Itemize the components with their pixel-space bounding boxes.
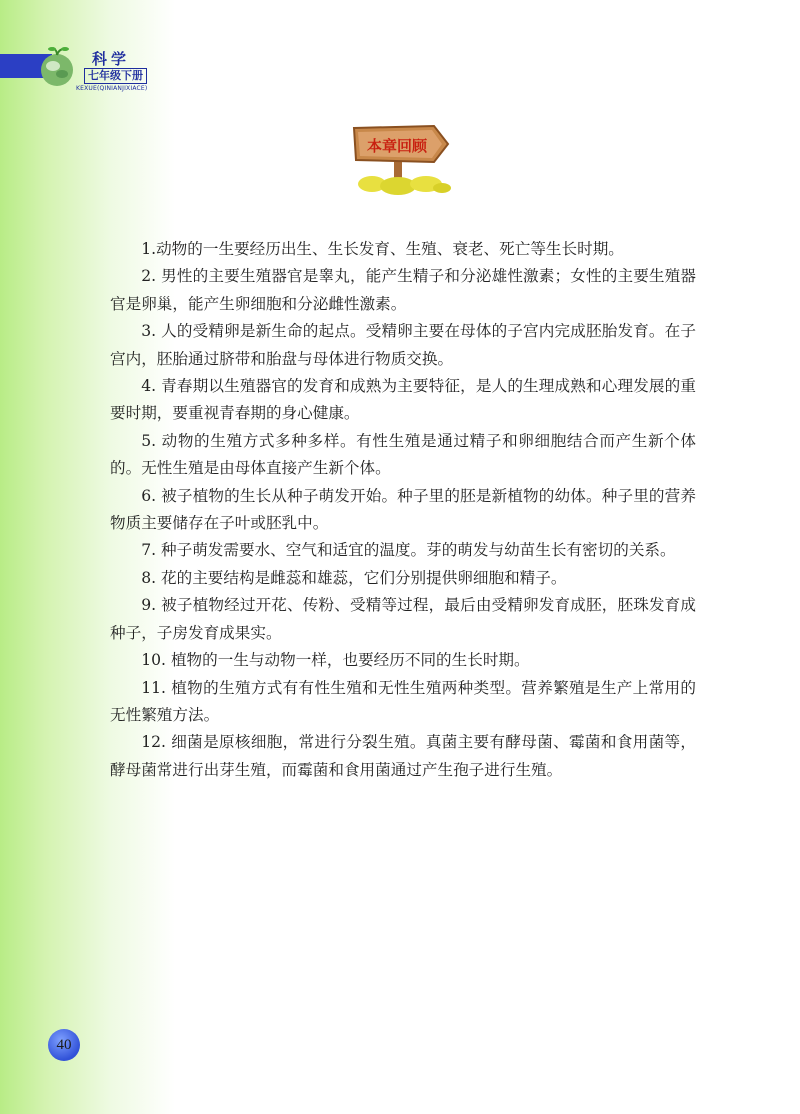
review-item-5: 5. 动物的生殖方式多种多样。有性生殖是通过精子和卵细胞结合而产生新个体的。无性生殖是由母体直接产生新个体。 [110,431,696,478]
header-subject: 科学 [92,50,131,68]
review-item-11: 11. 植物的生殖方式有有性生殖和无性生殖两种类型。营养繁殖是生产上常用的无性繁殖方法。 [110,678,696,724]
header-grade: 七年级下册 [84,68,147,84]
section-sign [350,118,454,198]
header-pinyin: KEXUE(QINIANJIXIACE) [76,85,148,92]
review-item-6: 6. 被子植物的生长从种子萌发开始。种子里的胚是新植物的幼体。种子里的营养物质主要储存在子叶或胚乳中。 [110,486,696,533]
review-item-4: 4. 青春期以生殖器官的发育和成熟为主要特征，是人的生理成熟和心理发展的重要时期，要重视青春期的身心健康。 [110,377,696,423]
globe-sprout-icon [36,46,78,88]
review-item-8: 8. 花的主要结构是雌蕊和雄蕊，它们分别提供卵细胞和精子。 [141,568,567,587]
page-number: 40 [48,1029,80,1061]
review-item-2: 2. 男性的主要生殖器官是睾丸，能产生精子和分泌雄性激素；女性的主要生殖器官是卵巢，能产生卵细胞和分泌雌性激素。 [110,267,696,313]
review-item-12: 12. 细菌是原核细胞，常进行分裂生殖。真菌主要有酵母菌、霉菌和食用菌等，酵母菌常进行出芽生殖，而霉菌和食用菌通过产生孢子进行生殖。 [110,733,696,779]
review-item-1: 1.动物的一生要经历出生、生长发育、生殖、衰老、死亡等生长时期。 [141,240,624,258]
review-item-10: 10. 植物的一生与动物一样，也要经历不同的生长时期。 [141,651,530,670]
review-list [110,236,696,784]
signpost-icon [350,118,454,198]
review-item-9: 9. 被子植物经过开花、传粉、受精等过程，最后由受精卵发育成胚，胚珠发育成种子，子房发育成果实。 [110,596,696,642]
review-item-3: 3. 人的受精卵是新生命的起点。受精卵主要在母体的子宫内完成胚胎发育。在子宫内，胚胎通过脐带和胎盘与母体进行物质交换。 [110,322,696,368]
section-title: 本章回顾 [366,137,427,155]
review-item-7: 7. 种子萌发需要水、空气和适宜的温度。芽的萌发与幼苗生长有密切的关系。 [141,541,676,560]
